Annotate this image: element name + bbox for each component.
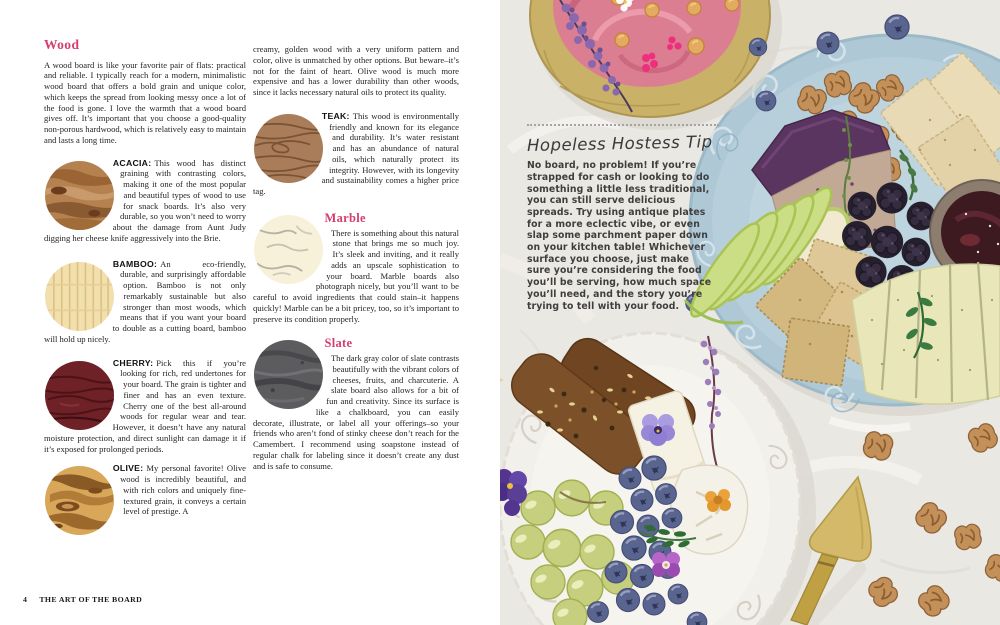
- slate-text: The dark gray color of slate contrasts beautifully with the vibrant colors of cheeses, fruits, and charcuterie. A slate board also allows for a bit of fun and creativity. Since its surface is like a chalkboard, you can easily decorate, illustrate, or label all your offerings–so your friends who aren’t fond of stinky cheese don’t reach for the Camembert. I recommend using soapstone instead of regular chalk for labeling since it doesn’t create any dust and is safe to consume.: [253, 353, 459, 471]
- cherry-wood-swatch-icon: [44, 360, 115, 431]
- entry-marble: [253, 197, 459, 325]
- wood-text-bamboo: An eco-friendly, durable, and surprisingly affordable option. Bamboo is not only remarkably sustainable but also stronger than most woods, which means that if you want your board to double as a cutting board, bamboo will hold up nicely.: [44, 258, 246, 344]
- wood-entry-bamboo: [44, 244, 246, 345]
- section-heading-slate: Slate: [324, 336, 353, 351]
- wood-entry-cherry: [44, 345, 246, 455]
- olive-wood-swatch-icon: [44, 465, 115, 536]
- wood-text-acacia: This wood has distinct graining with contrasting colors, making it one of the most popular and beautiful types of wood to use for snack boards. It’s also very durable, so you won’t need to worry about the damage from Aunt Judy digging her cheese knife aggressively into the Brie.: [44, 157, 246, 243]
- wood-label-bamboo: BAMBOO:: [112, 258, 158, 269]
- page-footer: [23, 595, 142, 604]
- hostess-tip: [527, 124, 723, 312]
- section-heading-marble: Marble: [324, 210, 366, 225]
- wood-text-olive: My personal favorite! Olive wood is incredibly beautiful, and with rich colors and uniquely fine-textured grain, it conveys a certain level of prestige. A: [120, 463, 246, 517]
- olive-text-continued: creamy, golden wood with a very uniform pattern and color, olive is unmatched by other options. But beware–it’s not for the faint of heart. Olive wood is much more expensive and has a lower durability than other woods, since it lacks necessary natural oils to protect its quality.: [253, 44, 459, 97]
- acacia-wood-swatch-icon: [44, 160, 115, 231]
- wood-entry-teak: [253, 98, 459, 197]
- right-page-photo: [500, 0, 1000, 625]
- book-title: THE ART OF THE BOARD: [39, 595, 143, 604]
- wood-label-olive: OLIVE:: [112, 463, 144, 474]
- dotted-divider: [527, 124, 719, 126]
- marble-text: There is something about this natural stone that brings me so much joy. It’s sleek and inviting, and it really adds an upscale sophistication to your board. Marble boards also photograph nicely, but you’ll want to be careful to avoid ingredients that could stain–it happens quickly! Marble can be a bit pricey, too, so it’s important to preserve its condition properly.: [253, 227, 459, 324]
- wood-label-acacia: ACACIA:: [112, 157, 152, 168]
- tip-body: No board, no problem! If you’re strapped for cash or looking to do something a little less traditional, you can still serve delicious spreads. Try using antique plates for a more eclectic vibe, or even slap some parchment paper down on your kitchen table! Whichever surface you choose, just make sure you’re considering the food you’ll be serving, how much space you’ll need, and the story you’re trying to tell with your food.: [527, 160, 712, 312]
- wood-label-cherry: CHERRY:: [112, 357, 154, 368]
- wood-label-teak: TEAK:: [321, 110, 350, 121]
- marble-swatch-icon: [253, 214, 324, 285]
- bamboo-wood-swatch-icon: [44, 261, 115, 332]
- wood-intro: A wood board is like your favorite pair of flats: practical and reliable. I typically reach for a modern, minimalistic wood board that offers a bold grain and unique color, which keeps the spread from looking messy once a lot of the food is gone. I love the warmth that a wood board gives off. It’s important that you choose a good-quality non-porous hardwood, which is relatively easy to maintain and lasts a long time.: [44, 59, 246, 145]
- wood-entry-acacia: [44, 146, 246, 244]
- right-column: [253, 44, 459, 471]
- wood-entry-olive: [44, 454, 246, 517]
- cheese-board-photo: [500, 0, 1000, 625]
- entry-slate: [253, 324, 459, 471]
- page-number: 4: [23, 595, 28, 604]
- left-column: [44, 38, 246, 538]
- teak-wood-swatch-icon: [253, 113, 324, 184]
- slate-swatch-icon: [253, 339, 324, 410]
- wood-text-cherry: Pick this if you’re looking for rich, red undertones for your board. The grain is tighter and finer and has an even texture. Cherry one of the best all-around woods for regular wear and tear. However, it doesn’t have any natural moisture protection, and direct sunlight can damage it if it’s exposed for prolonged periods.: [44, 357, 246, 454]
- tip-heading: Hopeless Hostess Tip: [526, 132, 713, 156]
- section-heading-wood: Wood: [44, 37, 80, 52]
- wood-text-teak: This wood is environmentally friendly and known for its elegance and durability. It’s water resistant and has an abundance of natural oils, which naturally protect its integrity. However, with its longevity and sustainability comes a higher price tag.: [253, 110, 459, 196]
